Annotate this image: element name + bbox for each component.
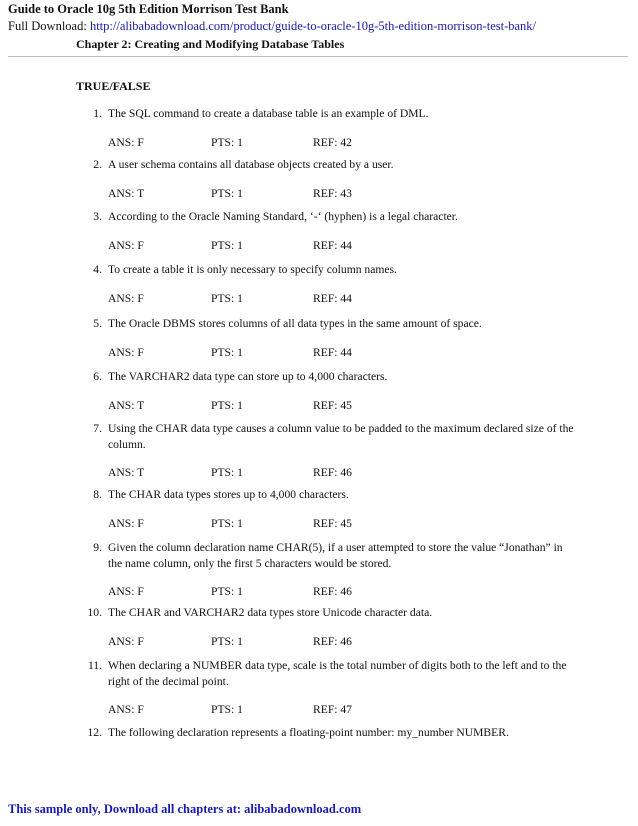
question-text: Using the CHAR data type causes a column value to be padded to the maximum declared size of the column. <box>108 422 574 451</box>
question-item <box>76 209 576 254</box>
question-item <box>76 487 576 532</box>
question-number: 10. <box>87 606 102 619</box>
question-number: 1. <box>93 107 102 120</box>
question-text: The following declaration represents a floating-point number: my_number NUMBER. <box>108 726 509 739</box>
points-value: PTS: 1 <box>211 585 243 598</box>
points-value: PTS: 1 <box>211 135 243 149</box>
answer-key: ANS: F <box>108 135 144 149</box>
answer-key: ANS: F <box>108 345 144 359</box>
reference-page: REF: 44 <box>313 238 352 252</box>
question-text: The VARCHAR2 data type can store up to 4,000 characters. <box>108 370 388 383</box>
question-number: 4. <box>93 263 102 276</box>
question-item <box>76 658 576 718</box>
question-item <box>76 605 576 650</box>
points-value: PTS: 1 <box>211 466 243 479</box>
points-value: PTS: 1 <box>211 345 243 359</box>
answer-key: ANS: F <box>108 634 144 648</box>
points-value: PTS: 1 <box>211 703 243 716</box>
reference-page: REF: 47 <box>313 703 352 716</box>
reference-page: REF: 45 <box>313 398 352 412</box>
reference-page: REF: 42 <box>313 135 352 149</box>
answer-line <box>108 702 576 718</box>
question-text: The SQL command to create a database table is an example of DML. <box>108 107 429 120</box>
answer-key: ANS: T <box>108 398 145 412</box>
question-number: 6. <box>93 370 102 383</box>
question-item <box>76 540 576 600</box>
question-number: 5. <box>93 317 102 330</box>
points-value: PTS: 1 <box>211 516 243 530</box>
question-item <box>76 421 576 481</box>
question-text: Given the column declaration name CHAR(5), if a user attempted to store the value “Jonathan” in the name column, only the first 5 characters would be stored. <box>108 541 563 570</box>
question-number: 11. <box>87 659 102 672</box>
reference-page: REF: 45 <box>313 516 352 530</box>
question-item <box>76 262 576 307</box>
question-item <box>76 157 576 202</box>
question-number: 2. <box>93 158 102 171</box>
question-text: The Oracle DBMS stores columns of all data types in the same amount of space. <box>108 317 482 330</box>
points-value: PTS: 1 <box>211 238 243 252</box>
section-heading: TRUE/FALSE <box>76 79 151 93</box>
question-item <box>76 106 576 151</box>
answer-line <box>108 398 576 414</box>
answer-key: ANS: F <box>108 585 144 598</box>
question-number: 12. <box>87 726 102 739</box>
download-link[interactable]: http://alibabadownload.com/product/guide-to-oracle-10g-5th-edition-morrison-test-bank/ <box>89 19 537 33</box>
answer-line <box>108 465 576 481</box>
reference-page: REF: 44 <box>313 291 352 305</box>
answer-key: ANS: F <box>108 516 144 530</box>
points-value: PTS: 1 <box>211 291 243 305</box>
answer-key: ANS: T <box>108 186 145 200</box>
chapter-divider <box>8 56 628 57</box>
answer-line <box>108 345 576 361</box>
points-value: PTS: 1 <box>211 186 243 200</box>
answer-line <box>108 186 576 202</box>
download-footer-note: This sample only, Download all chapters at: alibabadownload.com <box>8 802 362 816</box>
answer-key: ANS: F <box>108 291 144 305</box>
full-download-line <box>8 19 536 34</box>
reference-page: REF: 46 <box>313 466 352 479</box>
reference-page: REF: 46 <box>313 634 352 648</box>
question-text: According to the Oracle Naming Standard, ‘-‘ (hyphen) is a legal character. <box>108 210 458 223</box>
answer-key: ANS: F <box>108 238 144 252</box>
document-title: Guide to Oracle 10g 5th Edition Morrison Test Bank <box>8 2 289 16</box>
answer-line <box>108 135 576 151</box>
chapter-title: Chapter 2: Creating and Modifying Database Tables <box>76 37 345 51</box>
question-number: 8. <box>93 488 102 501</box>
question-number: 9. <box>93 541 102 554</box>
answer-line <box>108 238 576 254</box>
question-text: The CHAR and VARCHAR2 data types store Unicode character data. <box>108 606 433 619</box>
question-text: A user schema contains all database objects created by a user. <box>108 158 394 171</box>
question-item <box>76 316 576 361</box>
question-number: 7. <box>93 422 102 435</box>
question-number: 3. <box>93 210 102 223</box>
answer-line <box>108 516 576 532</box>
points-value: PTS: 1 <box>211 398 243 412</box>
answer-key: ANS: F <box>108 703 144 716</box>
reference-page: REF: 43 <box>313 186 352 200</box>
reference-page: REF: 46 <box>313 585 352 598</box>
answer-line <box>108 634 576 650</box>
answer-line <box>108 584 576 600</box>
question-item <box>76 369 576 414</box>
question-text: When declaring a NUMBER data type, scale is the total number of digits both to the left and to the right of the decimal point. <box>108 659 567 688</box>
points-value: PTS: 1 <box>211 634 243 648</box>
full-download-label: Full Download: <box>8 19 87 33</box>
question-item <box>76 725 576 741</box>
question-text: To create a table it is only necessary to specify column names. <box>108 263 397 276</box>
answer-key: ANS: T <box>108 466 145 479</box>
reference-page: REF: 44 <box>313 345 352 359</box>
answer-line <box>108 291 576 307</box>
question-text: The CHAR data types stores up to 4,000 characters. <box>108 488 349 501</box>
